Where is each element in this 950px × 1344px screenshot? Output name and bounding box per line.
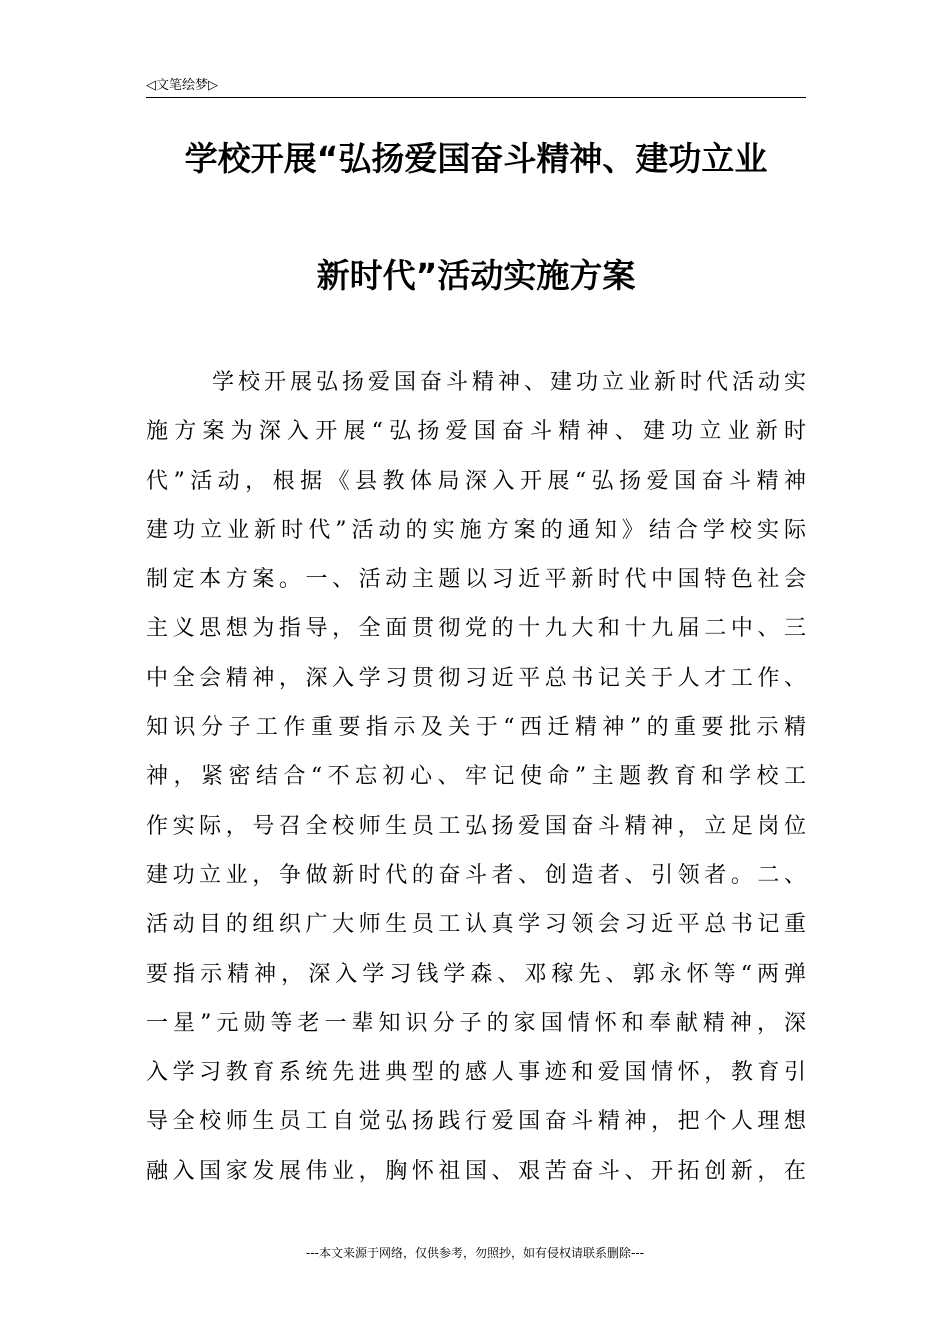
body-line: 导全校师生员工自觉弘扬践行爱国奋斗精神，把个人理想: [146, 1109, 806, 1135]
body-line: 知识分子工作重要指示及关于“西迁精神”的重要批示精: [146, 715, 806, 741]
body-line: 学校开展弘扬爱国奋斗精神、建功立业新时代活动实: [212, 370, 806, 395]
document-body: [146, 358, 806, 1196]
document-title-line-2: 新时代”活动实施方案: [316, 256, 636, 295]
body-line: 代”活动，根据《县教体局深入开展“弘扬爱国奋斗精神: [146, 468, 806, 494]
body-line: 施方案为深入开展“弘扬爱国奋斗精神、建功立业新时: [146, 419, 806, 445]
body-line: 作实际，号召全校师生员工弘扬爱国奋斗精神，立足岗位: [146, 813, 806, 839]
body-line: 要指示精神，深入学习钱学森、邓稼先、郭永怀等“两弹: [146, 961, 806, 987]
body-line: 建功立业新时代”活动的实施方案的通知》结合学校实际: [146, 517, 806, 543]
body-line: 融入国家发展伟业，胸怀祖国、艰苦奋斗、开拓创新，在: [146, 1158, 806, 1184]
body-line: 入学习教育系统先进典型的感人事迹和爱国情怀，教育引: [146, 1060, 806, 1086]
body-line: 主义思想为指导，全面贯彻党的十九大和十九届二中、三: [146, 616, 806, 642]
body-line: 建功立业，争做新时代的奋斗者、创造者、引领者。二、: [146, 862, 806, 888]
header-divider: [146, 97, 806, 98]
footer-disclaimer: ---本文来源于网络，仅供参考，勿照抄，如有侵权请联系删除---: [306, 1246, 644, 1260]
body-line: 神，紧密结合“不忘初心、牢记使命”主题教育和学校工: [146, 764, 806, 790]
body-line: 活动目的组织广大师生员工认真学习领会习近平总书记重: [146, 912, 806, 938]
body-line: 一星”元勋等老一辈知识分子的家国情怀和奉献精神，深: [146, 1010, 806, 1036]
body-line: 中全会精神，深入学习贯彻习近平总书记关于人才工作、: [146, 665, 806, 691]
document-title-line-1: 学校开展“弘扬爱国奋斗精神、建功立业: [184, 139, 768, 178]
header-mark: ◁文笔绘梦▷: [146, 78, 218, 93]
body-line: 制定本方案。一、活动主题以习近平新时代中国特色社会: [146, 567, 806, 593]
